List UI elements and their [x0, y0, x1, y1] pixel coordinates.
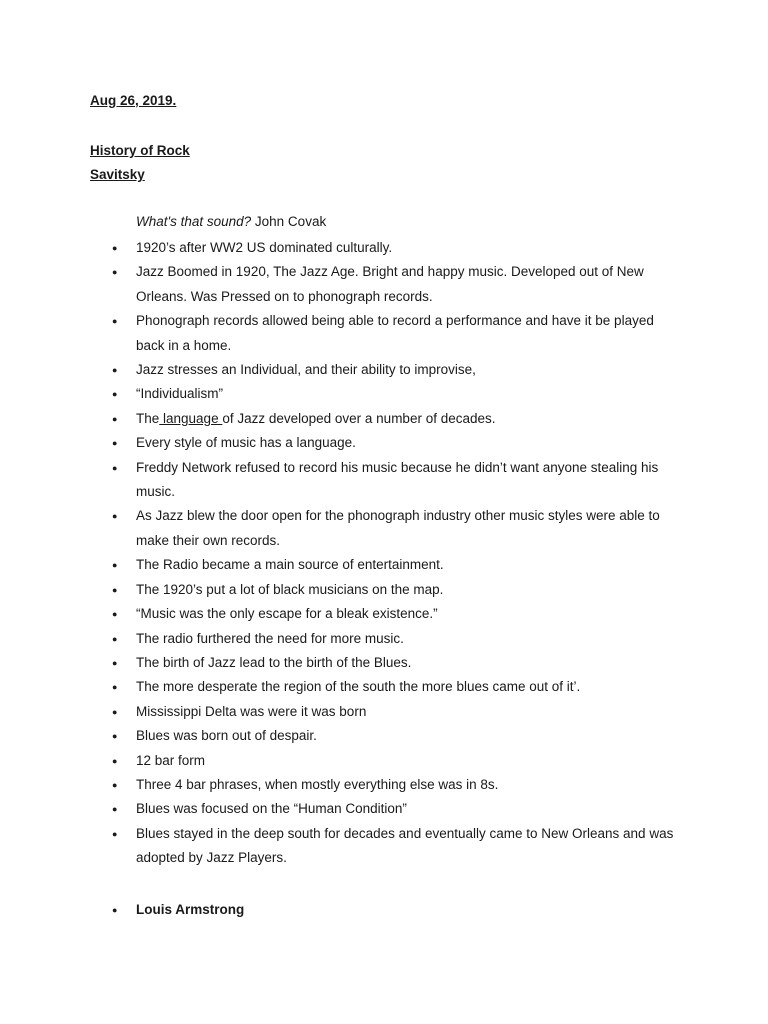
section-heading-louis-armstrong: ● Louis Armstrong: [0, 898, 768, 922]
list-item: ● The Radio became a main source of entertainment.: [0, 553, 768, 577]
list-item: ● The birth of Jazz lead to the birth of the Blues.: [0, 651, 768, 675]
bullet-icon: ●: [112, 560, 118, 571]
list-item: ● Blues was born out of despair.: [0, 724, 768, 748]
bullet-icon: ●: [112, 584, 118, 595]
bullet-icon: ●: [112, 413, 118, 424]
final-section: [0, 898, 768, 922]
list-item: ● As Jazz blew the door open for the phonograph industry other music styles were able to make their own records.: [0, 504, 768, 553]
notes-list: [0, 236, 768, 871]
bullet-icon: ●: [112, 389, 118, 400]
underlined-term: language: [159, 410, 223, 426]
bullet-icon: ●: [112, 511, 118, 522]
list-item: ● Phonograph records allowed being able to record a performance and have it be played back in a home.: [0, 309, 768, 358]
note-date: Aug 26, 2019.: [90, 93, 177, 108]
list-item: ● The radio furthered the need for more music.: [0, 627, 768, 651]
list-item: ● Every style of music has a language.: [0, 431, 768, 455]
bullet-icon: ●: [112, 657, 118, 668]
subtitle-italic: What's that sound?: [136, 214, 252, 229]
bullet-icon: ●: [112, 438, 118, 449]
subtitle-author: John Covak: [251, 214, 327, 229]
bullet-icon: ●: [112, 316, 118, 327]
bullet-icon: ●: [112, 462, 118, 473]
bullet-icon: ●: [112, 633, 118, 644]
bullet-icon: ●: [112, 243, 118, 253]
list-item: ● Blues was focused on the “Human Condition”: [0, 797, 768, 821]
course-title: History of Rock: [90, 143, 190, 158]
list-item: ● Jazz stresses an Individual, and their ability to improvise,: [0, 358, 768, 382]
bullet-icon: ●: [112, 706, 118, 717]
bullet-icon: ●: [112, 905, 118, 915]
list-item: ● Three 4 bar phrases, when mostly everything else was in 8s.: [0, 773, 768, 797]
list-item: ● “Individualism”: [0, 382, 768, 406]
list-item: ● 12 bar form: [0, 749, 768, 773]
lecture-subtitle: [136, 214, 326, 229]
bullet-icon: ●: [112, 731, 118, 742]
list-item: ● Freddy Network refused to record his music because he didn’t want anyone stealing his music.: [0, 456, 768, 505]
list-item: ● Mississippi Delta was were it was born: [0, 700, 768, 724]
list-item: ● 1920’s after WW2 US dominated culturally.: [0, 236, 768, 260]
teacher-name: Savitsky: [90, 167, 145, 182]
list-item: ● Blues stayed in the deep south for decades and eventually came to New Orleans and was adopted by Jazz Players.: [0, 822, 768, 871]
list-item: ● The language of Jazz developed over a number of decades.: [0, 407, 768, 431]
bullet-icon: ●: [112, 828, 118, 839]
bullet-icon: ●: [112, 609, 118, 620]
bullet-icon: ●: [112, 804, 118, 815]
bullet-icon: ●: [112, 682, 118, 693]
list-item: ● Jazz Boomed in 1920, The Jazz Age. Bright and happy music. Developed out of New Orleans. Was Pressed on to phonograph records.: [0, 260, 768, 309]
bullet-icon: ●: [112, 779, 118, 790]
list-item: ● The 1920’s put a lot of black musicians on the map.: [0, 578, 768, 602]
list-item: ● “Music was the only escape for a bleak existence.”: [0, 602, 768, 626]
bullet-icon: ●: [112, 365, 118, 376]
bullet-icon: ●: [112, 755, 118, 766]
list-item: ● The more desperate the region of the south the more blues came out of it’.: [0, 675, 768, 699]
bullet-icon: ●: [112, 267, 118, 278]
